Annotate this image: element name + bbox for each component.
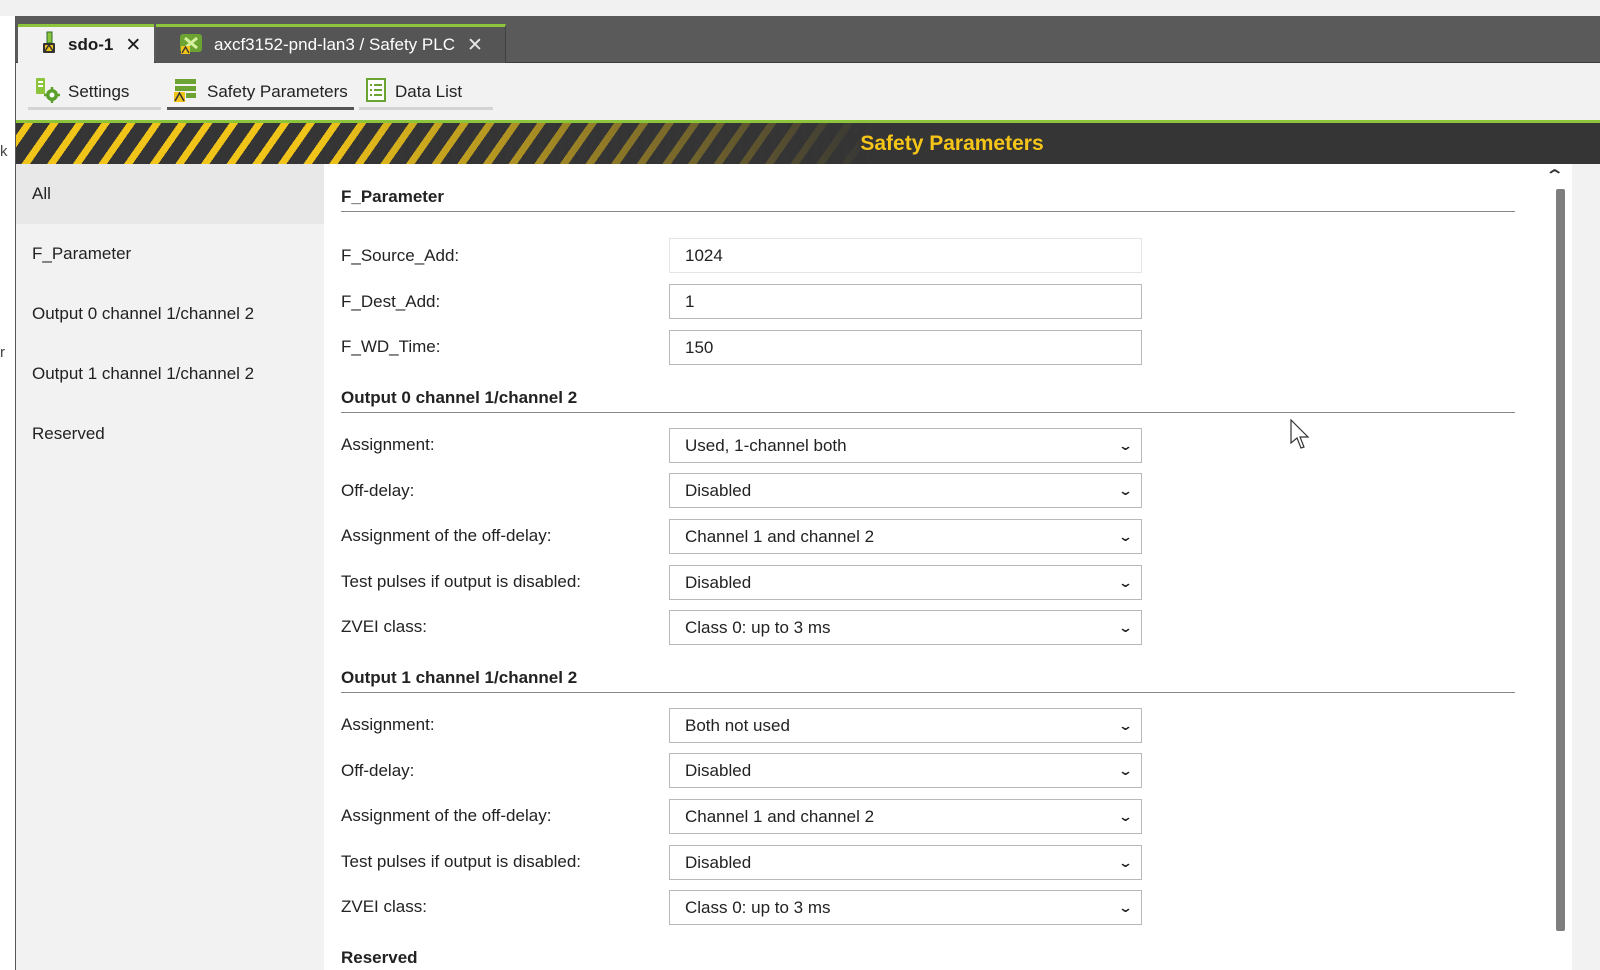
f-source-add-label: F_Source_Add:: [341, 246, 460, 265]
hazard-stripes: [16, 123, 876, 164]
output1-assignment-select[interactable]: [669, 708, 1142, 743]
output0-test-pulses-select[interactable]: [669, 565, 1142, 600]
tab-underline: [28, 107, 161, 110]
chevron-up-icon[interactable]: ⌃: [1544, 168, 1565, 185]
safety-parameters-banner: [16, 120, 1600, 164]
section-header-reserved: [341, 940, 1515, 970]
banner-title: Safety Parameters: [860, 132, 1044, 155]
tab-sdo-1[interactable]: [18, 24, 154, 63]
tab-label: axcf3152-pnd-lan3 / Safety PLC: [214, 35, 455, 54]
nav-item-all[interactable]: All: [16, 164, 324, 224]
right-edge: [1572, 164, 1600, 970]
safety-parameters-icon: [173, 77, 199, 108]
settings-gear-icon: [34, 77, 60, 108]
field-value: 150: [685, 338, 714, 357]
select-value: Channel 1 and channel 2: [685, 527, 875, 546]
data-list-icon: [365, 77, 387, 108]
tab-label: Settings: [68, 82, 130, 101]
nav-item-output-1[interactable]: Output 1 channel 1/channel 2: [32, 364, 255, 383]
scrollbar-thumb[interactable]: [1556, 189, 1565, 931]
tab-label: Data List: [395, 82, 463, 101]
chevron-down-icon: ⌄: [1117, 718, 1134, 733]
output1-off-delay-assignment-label: Assignment of the off-delay:: [341, 806, 552, 825]
section-header-output-0: [341, 381, 1515, 413]
mouse-pointer-icon: [1290, 419, 1310, 451]
f-dest-add-label: F_Dest_Add:: [341, 292, 441, 311]
select-value: Both not used: [685, 716, 790, 735]
output0-off-delay-assignment-label: Assignment of the off-delay:: [341, 526, 552, 545]
output0-zvei-class-label: ZVEI class:: [341, 617, 427, 636]
edge-glyph: k: [0, 143, 8, 160]
top-strip: [0, 0, 1600, 16]
safety-module-icon: [40, 31, 58, 60]
section-title: F_Parameter: [341, 187, 445, 206]
select-value: Used, 1-channel both: [685, 436, 847, 455]
output0-assignment-select[interactable]: [669, 428, 1142, 463]
parameter-group-nav: [16, 164, 324, 970]
chevron-down-icon: ⌄: [1117, 483, 1134, 498]
chevron-down-icon: ⌄: [1117, 900, 1134, 915]
select-value: Disabled: [685, 853, 752, 872]
output1-zvei-class-label: ZVEI class:: [341, 897, 427, 916]
chevron-down-icon: ⌄: [1117, 763, 1134, 778]
tab-underline: [359, 107, 493, 110]
chevron-down-icon: ⌄: [1117, 809, 1134, 824]
nav-item-reserved[interactable]: Reserved: [32, 424, 105, 443]
output1-zvei-class-select[interactable]: [669, 890, 1142, 925]
chevron-down-icon: ⌄: [1117, 438, 1134, 453]
section-title: Reserved: [341, 948, 418, 967]
chevron-down-icon: ⌄: [1117, 620, 1134, 635]
f-source-add-field: [669, 238, 1142, 273]
chevron-down-icon: ⌄: [1117, 529, 1134, 544]
edge-glyph: r: [0, 344, 5, 361]
output0-zvei-class-select[interactable]: [669, 610, 1142, 645]
select-value: Disabled: [685, 573, 752, 592]
output0-test-pulses-label: Test pulses if output is disabled:: [341, 572, 582, 591]
select-value: Channel 1 and channel 2: [685, 807, 875, 826]
output1-off-delay-label: Off-delay:: [341, 761, 415, 780]
tab-settings[interactable]: [28, 74, 161, 110]
f-dest-add-input[interactable]: [669, 284, 1142, 319]
tab-label: sdo-1: [68, 35, 114, 54]
parameter-form: [324, 164, 1532, 970]
output0-assignment-label: Assignment:: [341, 435, 435, 454]
vertical-scrollbar[interactable]: [1532, 164, 1572, 970]
select-value: Disabled: [685, 481, 752, 500]
editor-window: [16, 16, 1600, 970]
output1-off-delay-select[interactable]: [669, 753, 1142, 788]
field-value: 1: [685, 292, 695, 311]
close-icon[interactable]: ✕: [125, 34, 142, 56]
section-header-output-1: [341, 661, 1515, 693]
nav-item-output-0[interactable]: Output 0 channel 1/channel 2: [32, 304, 255, 323]
tab-safety-plc[interactable]: [156, 24, 506, 63]
output0-off-delay-assignment-select[interactable]: [669, 519, 1142, 554]
field-value: 1024: [685, 246, 723, 265]
section-header-f-parameter: [341, 180, 1515, 212]
tab-data-list[interactable]: [359, 74, 493, 110]
output1-assignment-label: Assignment:: [341, 715, 435, 734]
tab-label: Safety Parameters: [207, 82, 348, 101]
select-value: Class 0: up to 3 ms: [685, 618, 831, 637]
chevron-down-icon: ⌄: [1117, 855, 1134, 870]
output1-test-pulses-select[interactable]: [669, 845, 1142, 880]
output1-test-pulses-label: Test pulses if output is disabled:: [341, 852, 582, 871]
editor-sub-tabs: [16, 64, 1600, 120]
chevron-down-icon: ⌄: [1117, 575, 1134, 590]
tab-underline: [167, 107, 354, 110]
select-value: Disabled: [685, 761, 752, 780]
left-edge-panel: [0, 16, 16, 970]
document-tab-bar: [16, 16, 1600, 63]
nav-item-f-parameter[interactable]: F_Parameter: [32, 244, 132, 263]
section-title: Output 1 channel 1/channel 2: [341, 668, 578, 687]
select-value: Class 0: up to 3 ms: [685, 898, 831, 917]
output1-off-delay-assignment-select[interactable]: [669, 799, 1142, 834]
close-icon[interactable]: ✕: [466, 34, 483, 56]
tab-safety-parameters[interactable]: [167, 74, 354, 110]
output0-off-delay-label: Off-delay:: [341, 481, 415, 500]
section-title: Output 0 channel 1/channel 2: [341, 388, 578, 407]
f-wd-time-input[interactable]: [669, 330, 1142, 365]
output0-off-delay-select[interactable]: [669, 473, 1142, 508]
safety-plc-icon: [178, 31, 204, 60]
f-wd-time-label: F_WD_Time:: [341, 337, 441, 356]
